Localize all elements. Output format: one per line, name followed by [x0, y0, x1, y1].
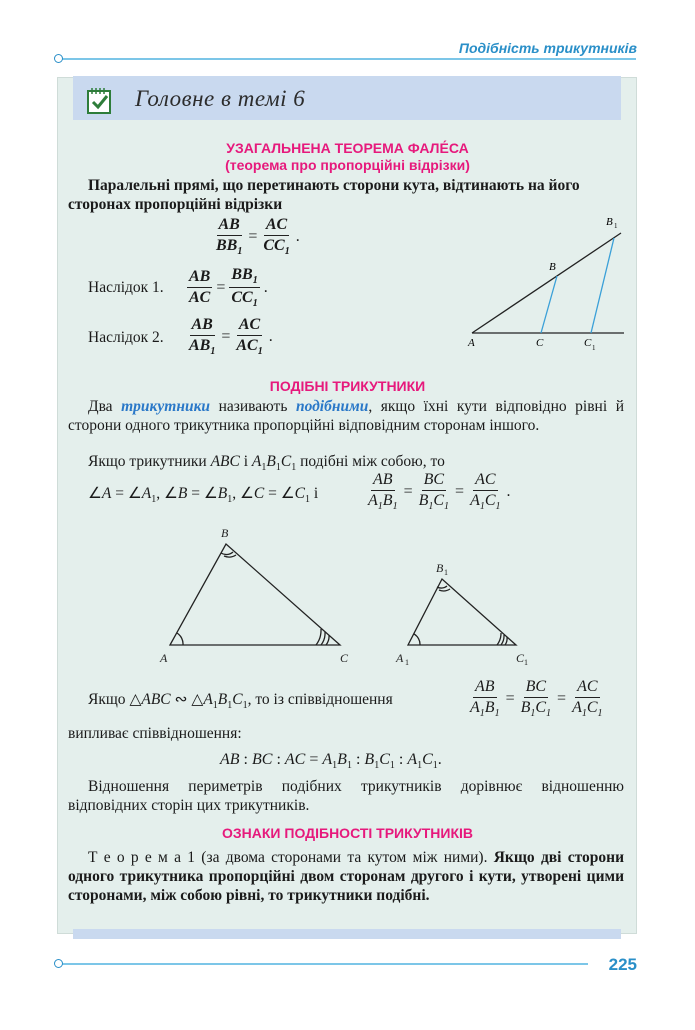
section1-heading: УЗАГАЛЬНЕНА ТЕОРЕМА ФАЛЕ́СА: [226, 140, 469, 156]
panel-footer-band: [73, 929, 621, 939]
svg-text:1: 1: [614, 222, 618, 230]
svg-text:B: B: [221, 526, 229, 540]
follows-text: випливає співвідношення:: [68, 725, 242, 742]
triangle-A1B1C1: [408, 579, 516, 645]
angle-equalities: ∠A = $\angle A_1$, ∠B = $\angle B_1$, ∠C = $\angle C_1$ і: [88, 485, 319, 506]
side-ratios-formula: $\frac{AB}{A_1B_1}$ = $\frac{BC}{B_1C_1}$ = $\frac{AC}{A_1C_1}$ .: [368, 471, 511, 513]
page-number: 225: [608, 955, 637, 974]
svg-text:1: 1: [524, 658, 528, 667]
svg-text:A: A: [160, 651, 168, 665]
thales-figure: [460, 212, 630, 352]
svg-text:1: 1: [444, 568, 448, 577]
svg-text:1: 1: [592, 344, 596, 352]
implication-ratios-formula: $\frac{AB}{A_1B_1}$ = $\frac{BC}{B_1C_1}$ = $\frac{AC}{A_1C_1}$: [470, 678, 603, 720]
thales-statement: Паралельні прямі, що перетинають сторони кута, відтинають на його сторонах пропорційні відрізки: [68, 177, 580, 213]
label-B1: B: [606, 216, 613, 228]
svg-text:1: 1: [405, 658, 409, 667]
triangle-ABC: [170, 544, 340, 645]
similar-definition: Два трикутники називають подібними, якщо їхні кути відповідно рівні й сторони одного трикутника пропорційні відповідним сторонам іншого.: [68, 398, 624, 434]
section1-subheading: (теорема про пропорційні відрізки): [225, 157, 470, 173]
similarity-implication: Якщо △ABC ∾ $\triangle A_1B_1C_1$, то із співвідношення: [88, 691, 393, 712]
label-C: C: [536, 337, 544, 349]
thales-formula: $\frac{AB}{BB_1}$ = $\frac{AC}{CC_1}$ .: [216, 216, 300, 258]
label-B: B: [549, 261, 556, 273]
svg-text:A: A: [396, 651, 404, 665]
bottom-rule: [58, 963, 588, 965]
corollary1-formula: $\frac{AB}{AC}$ = $\frac{BB_1}{CC_1}$ .: [189, 266, 268, 310]
similar-condition: Якщо трикутники ABC і $A_1B_1C_1$ подібні між собою, то: [88, 453, 445, 474]
svg-text:B: B: [436, 561, 444, 575]
top-rule: [58, 58, 636, 60]
top-rule-dot: [54, 54, 63, 63]
section3-heading: ОЗНАКИ ПОДІБНОСТІ ТРИКУТНИКІВ: [222, 825, 473, 841]
svg-text:C: C: [516, 651, 525, 665]
running-header: Подібність трикутників: [458, 40, 637, 56]
notepad-check-icon: [86, 86, 114, 121]
corollary1-label: Наслідок 1.: [88, 279, 164, 296]
perimeter-ratio-text: Відношення периметрів подібних трикутників дорівнює відношенню відповідних сторін цих трикутників.: [68, 778, 624, 814]
theorem1-text: Т е о р е м а 1 (за двома сторонами та кутом між ними). Якщо дві сторони одного трикутника пропорційні двом сторонам другого і кути, утворені цими сторонами, між собою рівні, то трикутники подібні.: [68, 849, 624, 904]
panel-title: Головне в темі 6: [135, 86, 306, 111]
corollary2-label: Наслідок 2.: [88, 329, 164, 346]
bottom-rule-dot: [54, 959, 63, 968]
section2-heading: ПОДІБНІ ТРИКУТНИКИ: [269, 378, 426, 394]
label-C1: C: [584, 337, 592, 349]
similar-triangles-figure: [150, 522, 540, 672]
corollary2-formula: $\frac{AB}{AB_1}$ = $\frac{AC}{AC_1}$ .: [189, 316, 273, 358]
label-A: A: [468, 337, 475, 349]
ratio-chain-formula: AB : BC : AC = $A_1B_1$ : $B_1C_1$ : $A_1C_1$.: [220, 751, 442, 772]
svg-text:C: C: [340, 651, 349, 665]
